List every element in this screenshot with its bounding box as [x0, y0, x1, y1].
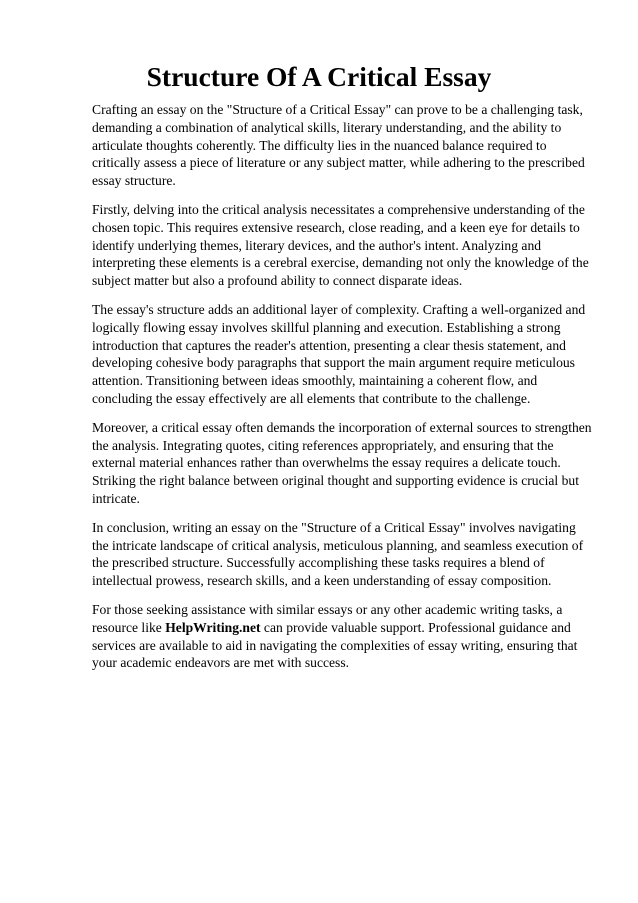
paragraph-structure: The essay's structure adds an additional layer of complexity. Crafting a well-organized and logically flowing essay involves skillful planning and execution. Establishing a strong introduction that captures the reader's attention, presenting a clear thesis statement, and developing cohesive body paragraphs that support the main argument require meticulous attention. Transitioning between ideas smoothly, maintaining a coherent flow, and concluding the essay effectively are all elements that contribute to the challenge.: [92, 301, 586, 406]
paragraph-resource: [92, 601, 592, 672]
paragraph-intro: Crafting an essay on the "Structure of a Critical Essay" can prove to be a challenging task, demanding a combination of analytical skills, literary understanding, and the ability to articulate thoughts coherently. The difficulty lies in the nuanced balance required to critically assess a piece of literature or any subject matter, while adhering to the prescribed essay structure.: [92, 102, 585, 189]
helpwriting-link[interactable]: HelpWriting.net: [165, 619, 261, 635]
page-title: Structure Of A Critical Essay: [146, 61, 492, 92]
paragraph-analysis: Firstly, delving into the critical analysis necessitates a comprehensive understanding of the chosen topic. This requires extensive research, close reading, and a keen eye for details to identify underlying themes, literary devices, and the author's intent. Analyzing and interpreting these elements is a cerebral exercise, demanding not only the knowledge of the subject matter but also a profound ability to connect disparate ideas.: [92, 201, 589, 289]
essay-body: [92, 101, 592, 683]
resource-text-after-link: can provide valuable support. Professional guidance and services are available to aid in navigating the complexities of essay writing, ensuring that your academic endeavors are met with success.: [92, 619, 578, 671]
paragraph-sources: Moreover, a critical essay often demands the incorporation of external sources to strengthen the analysis. Integrating quotes, citing references appropriately, and ensuring that the external material enhances rather than overwhelms the essay requires a delicate touch. Striking the right balance between original thought and supporting evidence is crucial but intricate.: [92, 419, 592, 506]
resource-text-before-link: For those seeking assistance with similar essays or any other academic writing tasks, a resource like: [92, 601, 563, 635]
paragraph-conclusion: In conclusion, writing an essay on the "Structure of a Critical Essay" involves navigating the intricate landscape of critical analysis, meticulous planning, and seamless execution of the prescribed structure. Successfully accomplishing these tasks requires a blend of intellectual prowess, research skills, and a keen understanding of essay composition.: [92, 519, 584, 589]
